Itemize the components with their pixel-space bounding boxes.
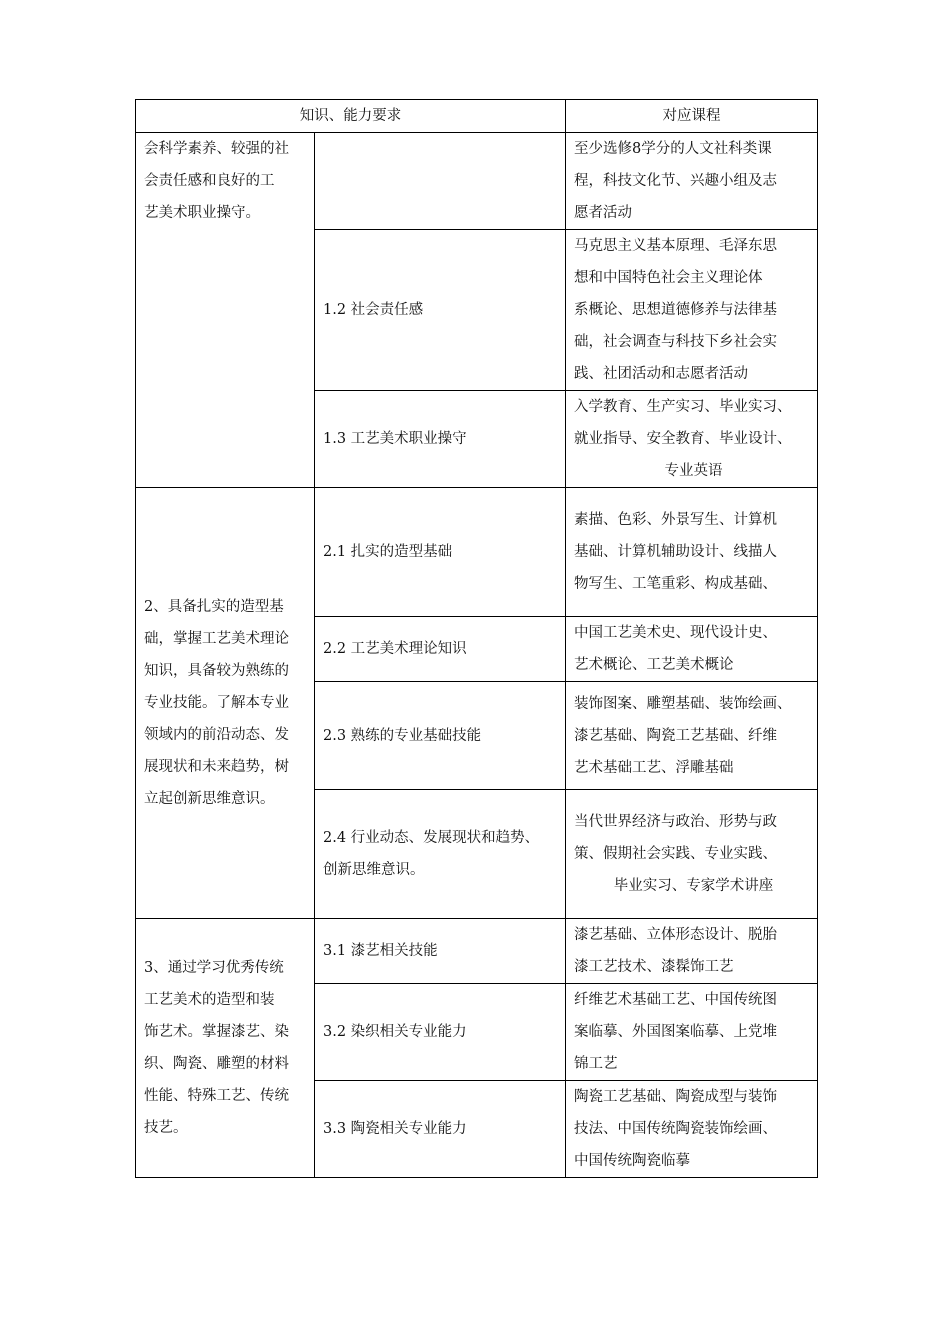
table-row: [136, 919, 818, 984]
sub-requirement-cell: 2.2 工艺美术理论知识: [315, 617, 566, 682]
table-row: [136, 488, 818, 617]
sub-requirement-cell: 3.1 漆艺相关技能: [315, 919, 566, 984]
course-cell: 装饰图案、雕塑基础、装饰绘画、 漆艺基础、陶瓷工艺基础、纤维 艺术基础工艺、浮雕基础: [566, 682, 818, 790]
requirement-cell: 3、通过学习优秀传统 工艺美术的造型和装 饰艺术。掌握漆艺、染 织、陶瓷、雕塑的材料 性能、特殊工艺、传统 技艺。: [136, 919, 315, 1178]
course-cell: 素描、色彩、外景写生、计算机 基础、计算机辅助设计、线描人 物写生、工笔重彩、构成基础、: [566, 488, 818, 617]
table-row: [136, 133, 818, 230]
sub-requirement-cell: 2.3 熟练的专业基础技能: [315, 682, 566, 790]
header-row: [136, 100, 818, 133]
course-cell: 漆艺基础、立体形态设计、脱胎 漆工艺技术、漆髹饰工艺: [566, 919, 818, 984]
header-courses: 对应课程: [566, 100, 818, 133]
sub-requirement-cell: [315, 133, 566, 230]
course-cell: 中国工艺美术史、现代设计史、 艺术概论、工艺美术概论: [566, 617, 818, 682]
header-requirements: 知识、能力要求: [136, 100, 566, 133]
sub-requirement-cell: 3.3 陶瓷相关专业能力: [315, 1081, 566, 1178]
sub-requirement-cell: 2.4 行业动态、发展现状和趋势、 创新思维意识。: [315, 790, 566, 919]
course-cell: 陶瓷工艺基础、陶瓷成型与装饰 技法、中国传统陶瓷装饰绘画、 中国传统陶瓷临摹: [566, 1081, 818, 1178]
sub-requirement-cell: 1.2 社会责任感: [315, 230, 566, 391]
requirement-cell: 2、具备扎实的造型基 础，掌握工艺美术理论 知识，具备较为熟练的 专业技能。了解本专业 领域内的前沿动态、发 展现状和未来趋势，树 立起创新思维意识。: [136, 488, 315, 919]
course-cell: 纤维艺术基础工艺、中国传统图 案临摹、外国图案临摹、上党堆 锦工艺: [566, 984, 818, 1081]
sub-requirement-cell: 1.3 工艺美术职业操守: [315, 391, 566, 488]
curriculum-table: [135, 99, 818, 1178]
course-cell: 马克思主义基本原理、毛泽东思 想和中国特色社会主义理论体 系概论、思想道德修养与法律基 础，社会调查与科技下乡社会实 践、社团活动和志愿者活动: [566, 230, 818, 391]
course-cell: 入学教育、生产实习、毕业实习、 就业指导、安全教育、毕业设计、 专业英语: [566, 391, 818, 488]
requirement-cell: 会科学素养、较强的社 会责任感和良好的工 艺美术职业操守。: [136, 133, 315, 488]
course-cell: 当代世界经济与政治、形势与政 策、假期社会实践、专业实践、 毕业实习、专家学术讲座: [566, 790, 818, 919]
sub-requirement-cell: 3.2 染织相关专业能力: [315, 984, 566, 1081]
course-cell: 至少选修8学分的人文社科类课 程，科技文化节、兴趣小组及志 愿者活动: [566, 133, 818, 230]
sub-requirement-cell: 2.1 扎实的造型基础: [315, 488, 566, 617]
